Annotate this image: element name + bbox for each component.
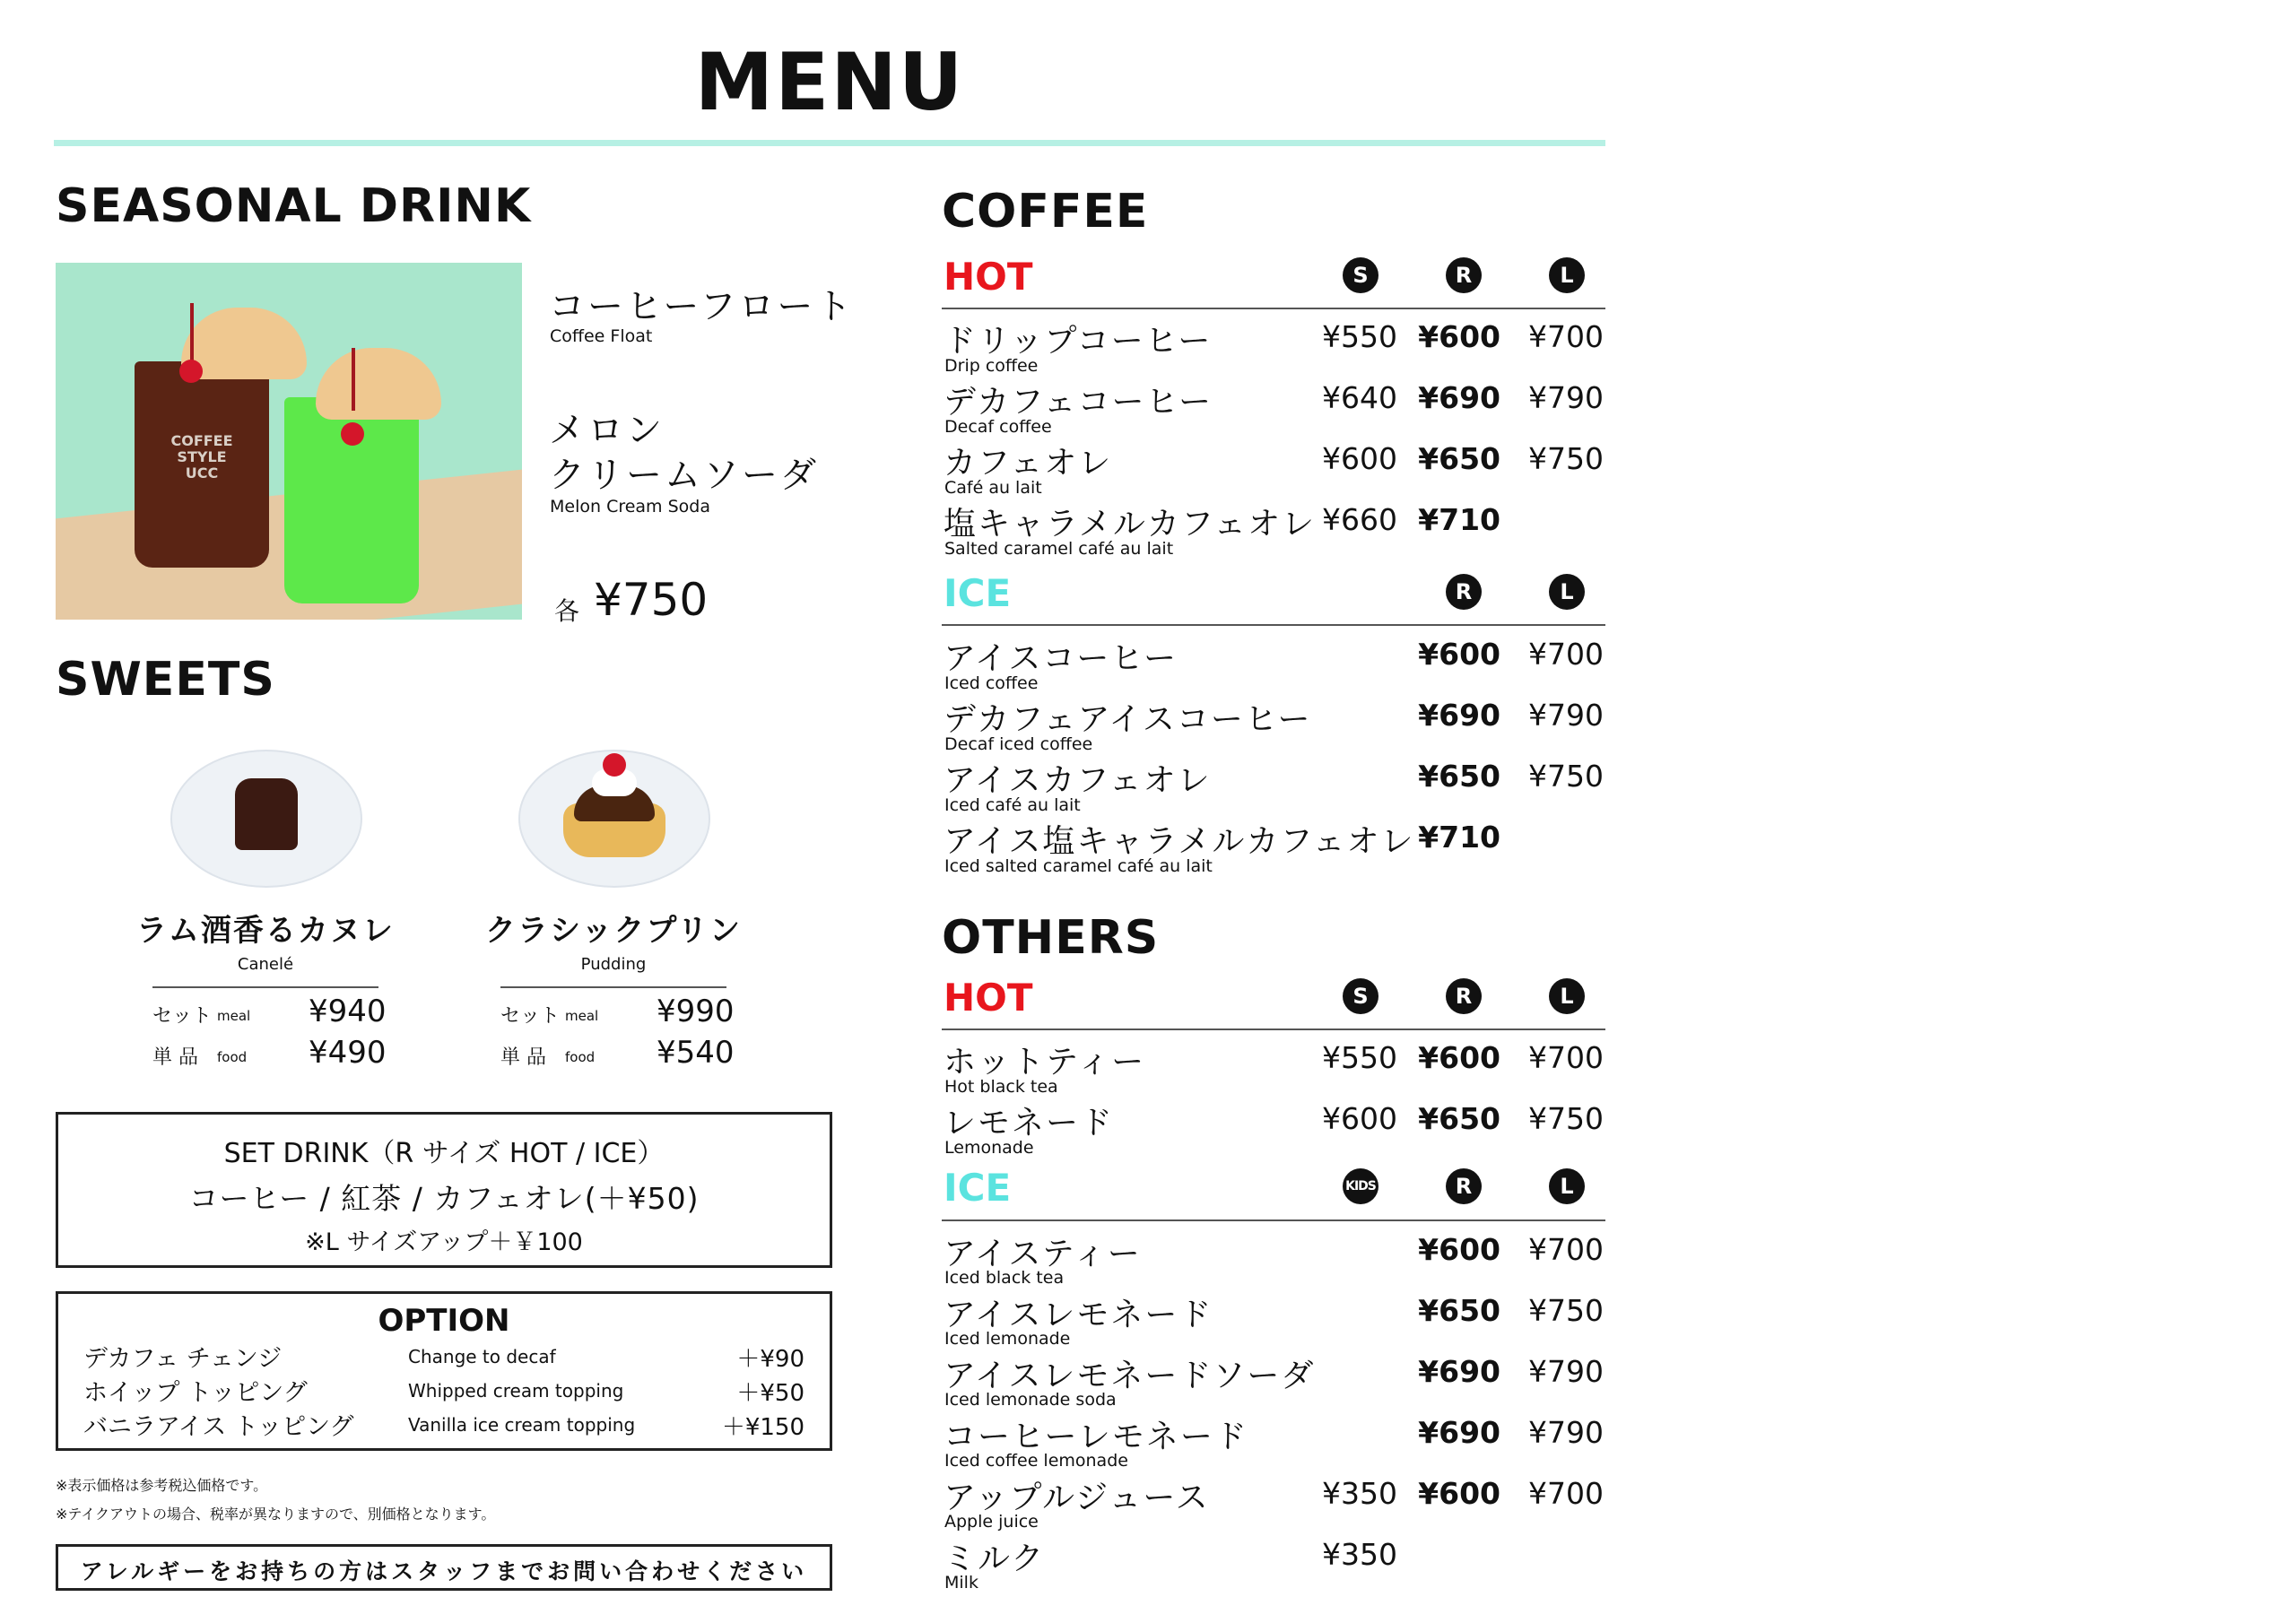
item-en: Iced black tea	[944, 1268, 1065, 1288]
option-price: ＋¥90	[736, 1346, 804, 1373]
cup-print-line: COFFEE	[170, 432, 233, 449]
single-label: 単 品	[500, 1046, 546, 1069]
seasonal-drink-photo	[56, 263, 522, 620]
size-kids-badge: KIDS	[1343, 1168, 1378, 1204]
others-hot-label: HOT	[944, 976, 1033, 1020]
seasonal-heading: SEASONAL DRINK	[56, 179, 532, 233]
others-heading: OTHERS	[942, 911, 1160, 965]
option-en: Whipped cream topping	[408, 1380, 624, 1402]
size-r-badge: R	[1446, 574, 1482, 610]
coffee-hot-label: HOT	[944, 255, 1033, 299]
sweet-en: Canelé	[237, 955, 294, 974]
item-en: Iced coffee	[944, 673, 1039, 693]
sweet-divider	[500, 986, 726, 988]
coffee-ice-label: ICE	[944, 571, 1012, 615]
set-en: meal	[565, 1008, 599, 1024]
set-price: ¥990	[657, 994, 735, 1029]
cherry	[341, 422, 364, 446]
others-ice-label: ICE	[944, 1166, 1012, 1210]
sweets-heading: SWEETS	[56, 653, 275, 707]
seasonal-item-en: Melon Cream Soda	[550, 497, 710, 516]
seasonal-item-name: クリームソーダ	[549, 455, 819, 496]
single-label: 単 品	[152, 1046, 198, 1069]
price-r: ¥650	[1418, 441, 1500, 476]
price-l: ¥700	[1528, 1040, 1604, 1075]
item-en: Drip coffee	[944, 356, 1039, 376]
ice-cream-scoop	[316, 348, 441, 420]
item-name: ドリップコーヒー	[944, 323, 1213, 360]
item-name: デカフェコーヒー	[944, 384, 1213, 421]
option-name: ホイップ トッピング	[83, 1379, 308, 1407]
cherry	[179, 360, 203, 383]
item-name: カフェオレ	[944, 445, 1113, 482]
price-l: ¥700	[1528, 319, 1604, 354]
others-hot-divider	[942, 1028, 1605, 1030]
item-name: アップルジュース	[944, 1480, 1210, 1516]
item-name: アイスコーヒー	[944, 640, 1178, 677]
size-s-badge: S	[1343, 257, 1378, 293]
single-price: ¥490	[309, 1035, 387, 1071]
item-en: Iced café au lait	[944, 795, 1081, 815]
item-en: Iced coffee lemonade	[944, 1451, 1128, 1471]
price-l: ¥700	[1528, 1476, 1604, 1511]
price-r: ¥600	[1418, 637, 1500, 672]
price-l: ¥750	[1528, 1293, 1604, 1328]
item-name: 塩キャラメルカフェオレ	[944, 506, 1317, 542]
size-r-badge: R	[1446, 257, 1482, 293]
sweet-name: ラム酒香るカヌレ	[136, 913, 395, 949]
item-en: Iced salted caramel café au lait	[944, 856, 1213, 876]
price-r: ¥650	[1418, 1101, 1500, 1136]
takeout-note: ※テイクアウトの場合、税率が異なりますので、別価格となります。	[56, 1506, 496, 1523]
item-en: Apple juice	[944, 1512, 1039, 1532]
set-price: ¥940	[309, 994, 387, 1029]
price-l: ¥750	[1528, 759, 1604, 794]
price-r: ¥650	[1418, 759, 1500, 794]
price-kids: ¥350	[1322, 1537, 1397, 1572]
price-r: ¥690	[1418, 380, 1500, 415]
item-name: レモネード	[944, 1105, 1115, 1141]
tax-note: ※表示価格は参考税込価格です。	[56, 1477, 268, 1494]
price-l: ¥790	[1528, 698, 1604, 733]
item-name: アイスカフェオレ	[944, 762, 1212, 799]
size-r-badge: R	[1446, 978, 1482, 1014]
item-name: アイス塩キャラメルカフェオレ	[944, 823, 1415, 860]
option-heading: OPTION	[378, 1303, 510, 1339]
cherry	[603, 753, 626, 777]
price-r: ¥650	[1418, 1293, 1500, 1328]
price-l: ¥700	[1528, 1232, 1604, 1267]
others-ice-divider	[942, 1219, 1605, 1221]
item-en: Decaf iced coffee	[944, 734, 1093, 754]
option-name: バニラアイス トッピング	[83, 1413, 354, 1441]
set-label: セット	[500, 1005, 561, 1028]
set-drink-box	[56, 1112, 832, 1268]
price-r: ¥690	[1418, 1415, 1500, 1450]
price-r: ¥690	[1418, 1354, 1500, 1389]
seasonal-price: ¥750	[594, 574, 709, 626]
price-s: ¥600	[1322, 1101, 1397, 1136]
price-r: ¥600	[1418, 1476, 1500, 1511]
item-name: デカフェアイスコーヒー	[944, 701, 1312, 738]
item-en: Café au lait	[944, 478, 1042, 498]
item-en: Salted caramel café au lait	[944, 539, 1174, 559]
price-r: ¥600	[1418, 319, 1500, 354]
set-drink-title: SET DRINK（R サイズ HOT / ICE）	[223, 1138, 665, 1169]
price-r: ¥690	[1418, 698, 1500, 733]
seasonal-item-name: メロン	[549, 410, 665, 451]
item-name: アイスティー	[944, 1236, 1142, 1272]
option-en: Change to decaf	[408, 1346, 556, 1367]
size-l-badge: L	[1549, 1168, 1585, 1204]
single-en: food	[217, 1049, 248, 1065]
option-price: ＋¥150	[721, 1414, 804, 1441]
size-l-badge: L	[1549, 574, 1585, 610]
coffee-heading: COFFEE	[942, 185, 1149, 239]
set-drink-note: ※L サイズアップ＋￥100	[305, 1228, 583, 1256]
price-l: ¥790	[1528, 380, 1604, 415]
item-name: ホットティー	[944, 1044, 1146, 1081]
price-kids: ¥350	[1322, 1476, 1397, 1511]
cherry-stem	[190, 303, 194, 366]
set-drink-options: コーヒー / 紅茶 / カフェオレ(＋¥50)	[188, 1181, 700, 1216]
coffee-float-cup	[135, 361, 269, 568]
price-r: ¥710	[1418, 502, 1500, 537]
item-en: Hot black tea	[944, 1077, 1058, 1097]
cup-print-line: STYLE	[177, 448, 227, 465]
option-name: デカフェ チェンジ	[83, 1345, 283, 1373]
price-l: ¥790	[1528, 1415, 1604, 1450]
pudding-plate	[518, 750, 710, 888]
item-en: Iced lemonade soda	[944, 1390, 1117, 1410]
title-divider	[54, 140, 1605, 146]
sweet-en: Pudding	[580, 955, 647, 974]
size-s-badge: S	[1343, 978, 1378, 1014]
item-en: Iced lemonade	[944, 1329, 1071, 1349]
price-s: ¥550	[1322, 1040, 1397, 1075]
item-name: アイスレモネードソーダ	[944, 1358, 1316, 1394]
single-price: ¥540	[657, 1035, 735, 1071]
size-r-badge: R	[1446, 1168, 1482, 1204]
item-name: アイスレモネード	[944, 1297, 1213, 1333]
page-title: MENU	[694, 36, 965, 128]
price-s: ¥600	[1322, 441, 1397, 476]
coffee-hot-divider	[942, 308, 1605, 309]
price-l: ¥790	[1528, 1354, 1604, 1389]
sweet-name: クラシックプリン	[485, 913, 742, 949]
coffee-ice-divider	[942, 624, 1605, 626]
item-en: Decaf coffee	[944, 417, 1052, 437]
cherry-stem	[352, 348, 355, 411]
price-s: ¥550	[1322, 319, 1397, 354]
allergy-text: アレルギーをお持ちの方はスタッフまでお問い合わせください	[80, 1558, 808, 1584]
item-en: Lemonade	[944, 1138, 1034, 1158]
price-s: ¥660	[1322, 502, 1397, 537]
option-price: ＋¥50	[736, 1380, 804, 1407]
option-en: Vanilla ice cream topping	[408, 1414, 636, 1436]
single-en: food	[565, 1049, 596, 1065]
canele-plate	[170, 750, 362, 888]
price-r: ¥600	[1418, 1040, 1500, 1075]
cup-print	[161, 433, 242, 482]
price-r: ¥600	[1418, 1232, 1500, 1267]
sweet-divider	[152, 986, 378, 988]
allergy-box	[56, 1544, 832, 1591]
price-s: ¥640	[1322, 380, 1397, 415]
price-l: ¥700	[1528, 637, 1604, 672]
size-l-badge: L	[1549, 257, 1585, 293]
seasonal-item-name: コーヒーフロート	[549, 286, 855, 327]
item-name: ミルク	[944, 1541, 1046, 1577]
price-r: ¥710	[1418, 820, 1500, 855]
item-name: コーヒーレモネード	[944, 1419, 1248, 1455]
set-label: セット	[152, 1005, 213, 1028]
cup-print-line: UCC	[185, 464, 219, 482]
size-l-badge: L	[1549, 978, 1585, 1014]
item-en: Milk	[944, 1573, 978, 1593]
canele-image	[235, 778, 298, 850]
set-en: meal	[217, 1008, 251, 1024]
seasonal-item-en: Coffee Float	[550, 326, 653, 346]
price-l: ¥750	[1528, 441, 1604, 476]
option-box	[56, 1291, 832, 1451]
each-label: 各	[554, 596, 580, 626]
price-l: ¥750	[1528, 1101, 1604, 1136]
